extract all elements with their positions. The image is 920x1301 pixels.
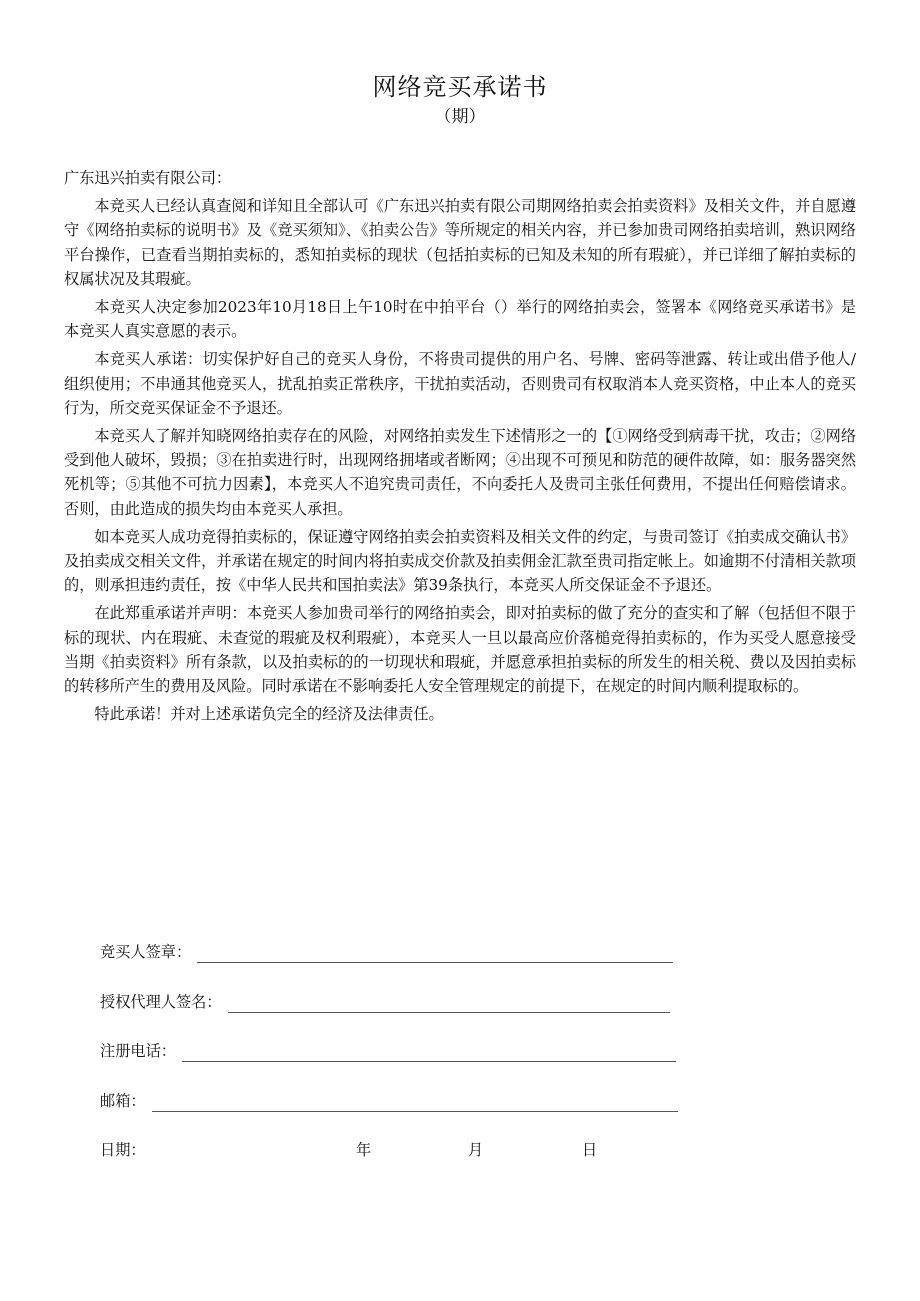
paragraph-participation: 本竞买人决定参加2023年10月18日上午10时在中拍平台（）举行的网络拍卖会，签署本《网络竞买承诺书》是本竞买人真实意愿的表示。	[64, 298, 856, 341]
phone-label: 注册电话：	[100, 1042, 176, 1060]
phone-row	[100, 1040, 676, 1062]
document-title: 网络竞买承诺书	[372, 73, 548, 101]
addressee: 广东迅兴拍卖有限公司：	[64, 169, 232, 187]
paragraph-payment: 如本竞买人成功竞得拍卖标的，保证遵守网络拍卖会拍卖资料及相关文件的约定，与贵司签订《拍卖成交确认书》及拍卖成交相关文件，并承诺在规定的时间内将拍卖成交价款及拍卖佣金汇款至贵司指定帐上。如逾期不付清相关款项的，则承担违约责任，按《中华人民共和国拍卖法》第39条执行，本竞买人所交保证金不予退还。	[64, 527, 856, 595]
paragraph-review: 本竞买人已经认真查阅和详知且全部认可《广东迅兴拍卖有限公司期网络拍卖会拍卖资料》及相关文件，并自愿遵守《网络拍卖标的说明书》及《竞买须知》、《拍卖公告》等所规定的相关内容，并已参加贵司网络拍卖培训，熟识网络平台操作，已查看当期拍卖标的，悉知拍卖标的现状（包括拍卖标的已知及未知的所有瑕疵），并已详细了解拍卖标的权属状况及其瑕疵。	[64, 197, 856, 288]
email-row	[100, 1090, 678, 1112]
paragraph-risk: 本竞买人了解并知晓网络拍卖存在的风险，对网络拍卖发生下述情形之一的【①网络受到病毒干扰，攻击；②网络受到他人破坏，毁损；③在拍卖进行时，出现网络拥堵或者断网；④出现不可预见和防范的硬件故障，如：服务器突然死机等；⑤其他不可抗力因素】，本竞买人不追究贵司责任，不向委托人及贵司主张任何费用，不提出任何赔偿请求。否则，由此造成的损失均由本竞买人承担。	[64, 427, 856, 518]
day-label: 日	[582, 1141, 598, 1159]
bidder-signature-label: 竞买人签章：	[100, 943, 192, 961]
bidder-signature-row	[100, 941, 673, 963]
month-label: 月	[468, 1141, 484, 1159]
year-label: 年	[356, 1141, 372, 1159]
paragraph-declaration: 在此郑重承诺并声明：本竞买人参加贵司举行的网络拍卖会，即对拍卖标的做了充分的查实和了解（包括但不限于标的现状、内在瑕疵、未查觉的瑕疵及权利瑕疵），本竞买人一旦以最高应价落槌竞得拍卖标的，作为买受人愿意接受当期《拍卖资料》所有条款，以及拍卖标的的一切现状和瑕疵，并愿意承担拍卖标的所发生的相关税、费以及因拍卖标的转移所产生的费用及风险。同时承诺在不影响委托人安全管理规定的前提下，在规定的时间内顺利提取标的。	[64, 604, 856, 696]
date-row	[100, 1139, 700, 1161]
date-label: 日期：	[100, 1141, 146, 1159]
email-line[interactable]	[152, 1095, 678, 1112]
email-label: 邮箱：	[100, 1092, 146, 1110]
agent-signature-row	[100, 991, 670, 1013]
agent-signature-label: 授权代理人签名：	[100, 993, 222, 1011]
paragraph-identity-commitment: 本竞买人承诺：切实保护好自己的竞买人身份，不将贵司提供的用户名、号牌、密码等泄露、转让或出借予他人/组织使用；不串通其他竞买人，扰乱拍卖正常秩序，干扰拍卖活动，否则贵司有权取消本人竞买资格，中止本人的竞买行为，所交竞买保证金不予退还。	[64, 350, 856, 417]
document-body	[64, 166, 856, 730]
bidder-signature-line[interactable]	[197, 946, 673, 963]
paragraph-closing: 特此承诺！并对上述承诺负完全的经济及法律责任。	[94, 705, 444, 724]
agent-signature-line[interactable]	[228, 996, 670, 1013]
phone-line[interactable]	[182, 1045, 676, 1062]
document-subtitle: （期）	[434, 107, 486, 127]
